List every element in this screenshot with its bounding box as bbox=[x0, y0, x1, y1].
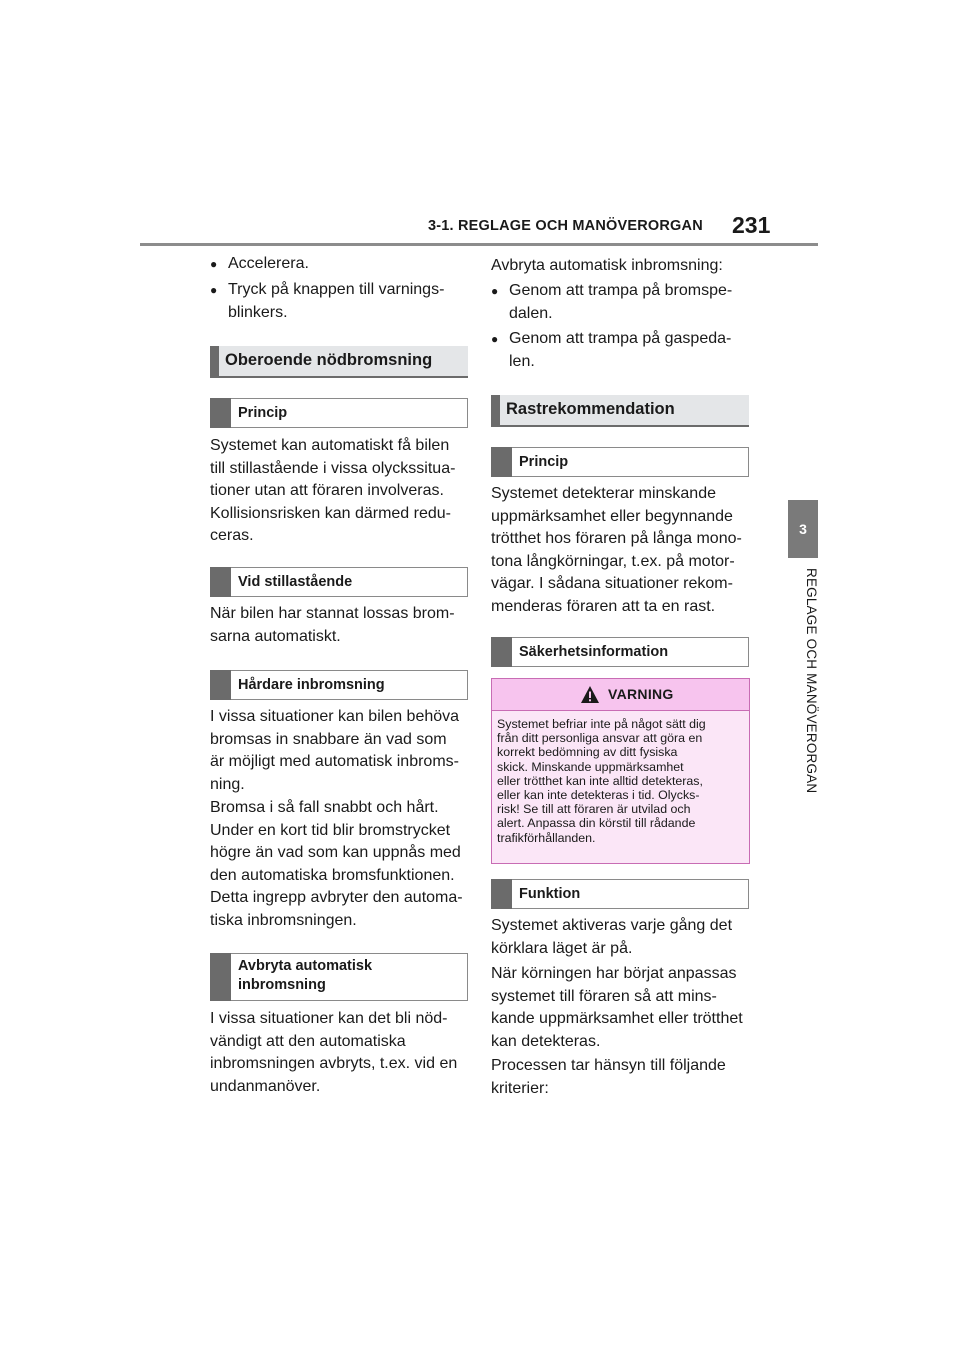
section-heading-oberoende bbox=[210, 346, 468, 378]
paragraph-princip: Systemet kan automatiskt få bilen till stillastående i vissa olyckssitua- tioner utan att föraren involveras. Kollisionsrisken kan därmed redu- ceras. bbox=[210, 437, 456, 544]
subheading-title: Princip bbox=[238, 405, 288, 421]
subheading-funktion bbox=[491, 879, 749, 909]
warning-box bbox=[491, 678, 750, 864]
subheading-bar bbox=[210, 567, 231, 597]
paragraph-princip: Systemet detekterar minskande uppmärksamhet eller begynnande trötthet hos föraren på långa mono- tona långkörningar, t.ex. på motor- vägar. I sådana situationer rekom- menderas föraren att ta en rast. bbox=[491, 485, 742, 615]
section-title: Oberoende nödbromsning bbox=[225, 351, 433, 369]
subheading-title: Hårdare inbromsning bbox=[238, 677, 385, 693]
warning-text: Systemet befriar inte på något sätt dig från ditt personliga ansvar att göra en korrekt bedömning av ditt fysiska skick. Minskande uppmärksamhet eller trötthet kan inte alltid detekteras, eller kan inte detekteras i tid. Olycks- risk! Se till att föraren är utvilad och alert. Anpassa din körstil till rådande trafikförhållanden. bbox=[497, 717, 706, 845]
subheading-title: Funktion bbox=[519, 886, 581, 902]
bullet-item: ● Genom att trampa på gaspeda- len. bbox=[491, 328, 749, 373]
subheading-sakerhet bbox=[491, 637, 749, 667]
page-number: 231 bbox=[732, 212, 771, 238]
subheading-title: Säkerhetsinformation bbox=[519, 644, 669, 660]
warning-header bbox=[492, 679, 749, 711]
subheading-bar bbox=[491, 447, 512, 477]
bullet-item: ● Genom att trampa på bromspe- dalen. bbox=[491, 280, 749, 325]
subheading-avbryta bbox=[210, 953, 468, 1001]
bullet-item: ● Tryck på knappen till varnings- blinkers. bbox=[210, 279, 468, 324]
section-bar bbox=[491, 395, 500, 425]
section-bar bbox=[210, 346, 219, 376]
section-title: Rastrekommendation bbox=[506, 400, 675, 418]
paragraph-stillastaende: När bilen har stannat lossas brom- sarna automatiskt. bbox=[210, 605, 455, 645]
chapter-tab: 3 bbox=[788, 500, 818, 558]
subheading-title: Princip bbox=[519, 454, 569, 470]
section-heading-rast bbox=[491, 395, 749, 427]
paragraph-hardare-1: I vissa situationer kan bilen behöva bromsas in snabbare än vad som är möjligt med automatisk inbroms- ning. bbox=[210, 708, 460, 793]
subheading-bar bbox=[210, 398, 231, 428]
paragraph-funktion-3: Processen tar hänsyn till följande kriterier: bbox=[491, 1057, 726, 1097]
paragraph-funktion-1: Systemet aktiveras varje gång det körklara läget är på. bbox=[491, 917, 733, 957]
paragraph-funktion-2: När körningen har börjat anpassas systemet till föraren så att mins- kande uppmärksamhet eller trötthet kan detekteras. bbox=[491, 965, 743, 1050]
chapter-side-title: REGLAGE OCH MANÖVERORGAN bbox=[804, 568, 819, 794]
subheading-title: Vid stillastående bbox=[238, 574, 353, 590]
header-section-title: 3-1. REGLAGE OCH MANÖVERORGAN bbox=[428, 218, 703, 234]
paragraph-hardare-2: Bromsa i så fall snabbt och hårt. Under en kort tid blir bromstrycket högre än vad som kan uppnås med den automatiska bromsfunktionen. Detta ingrepp avbryter den automa- tiska inbromsningen. bbox=[210, 799, 463, 929]
subheading-bar bbox=[210, 953, 231, 1001]
paragraph-intro: Avbryta automatisk inbromsning: bbox=[491, 257, 723, 274]
subheading-princip bbox=[491, 447, 749, 477]
paragraph-avbryta: I vissa situationer kan det bli nöd- vändigt att den automatiska inbromsningen avbryts, t.ex. vid en undanmanöver. bbox=[210, 1010, 458, 1095]
warning-label: VARNING bbox=[608, 686, 674, 702]
subheading-bar bbox=[210, 670, 231, 700]
subheading-title: Avbryta automatisk inbromsning bbox=[238, 958, 373, 993]
subheading-bar bbox=[491, 879, 512, 909]
subheading-hardare bbox=[210, 670, 468, 700]
subheading-bar bbox=[491, 637, 512, 667]
subheading-stillastaende bbox=[210, 567, 468, 597]
header-rule bbox=[140, 243, 818, 246]
bullet-item: ● Accelerera. bbox=[210, 253, 468, 276]
subheading-princip bbox=[210, 398, 468, 428]
warning-triangle-icon bbox=[580, 685, 600, 709]
